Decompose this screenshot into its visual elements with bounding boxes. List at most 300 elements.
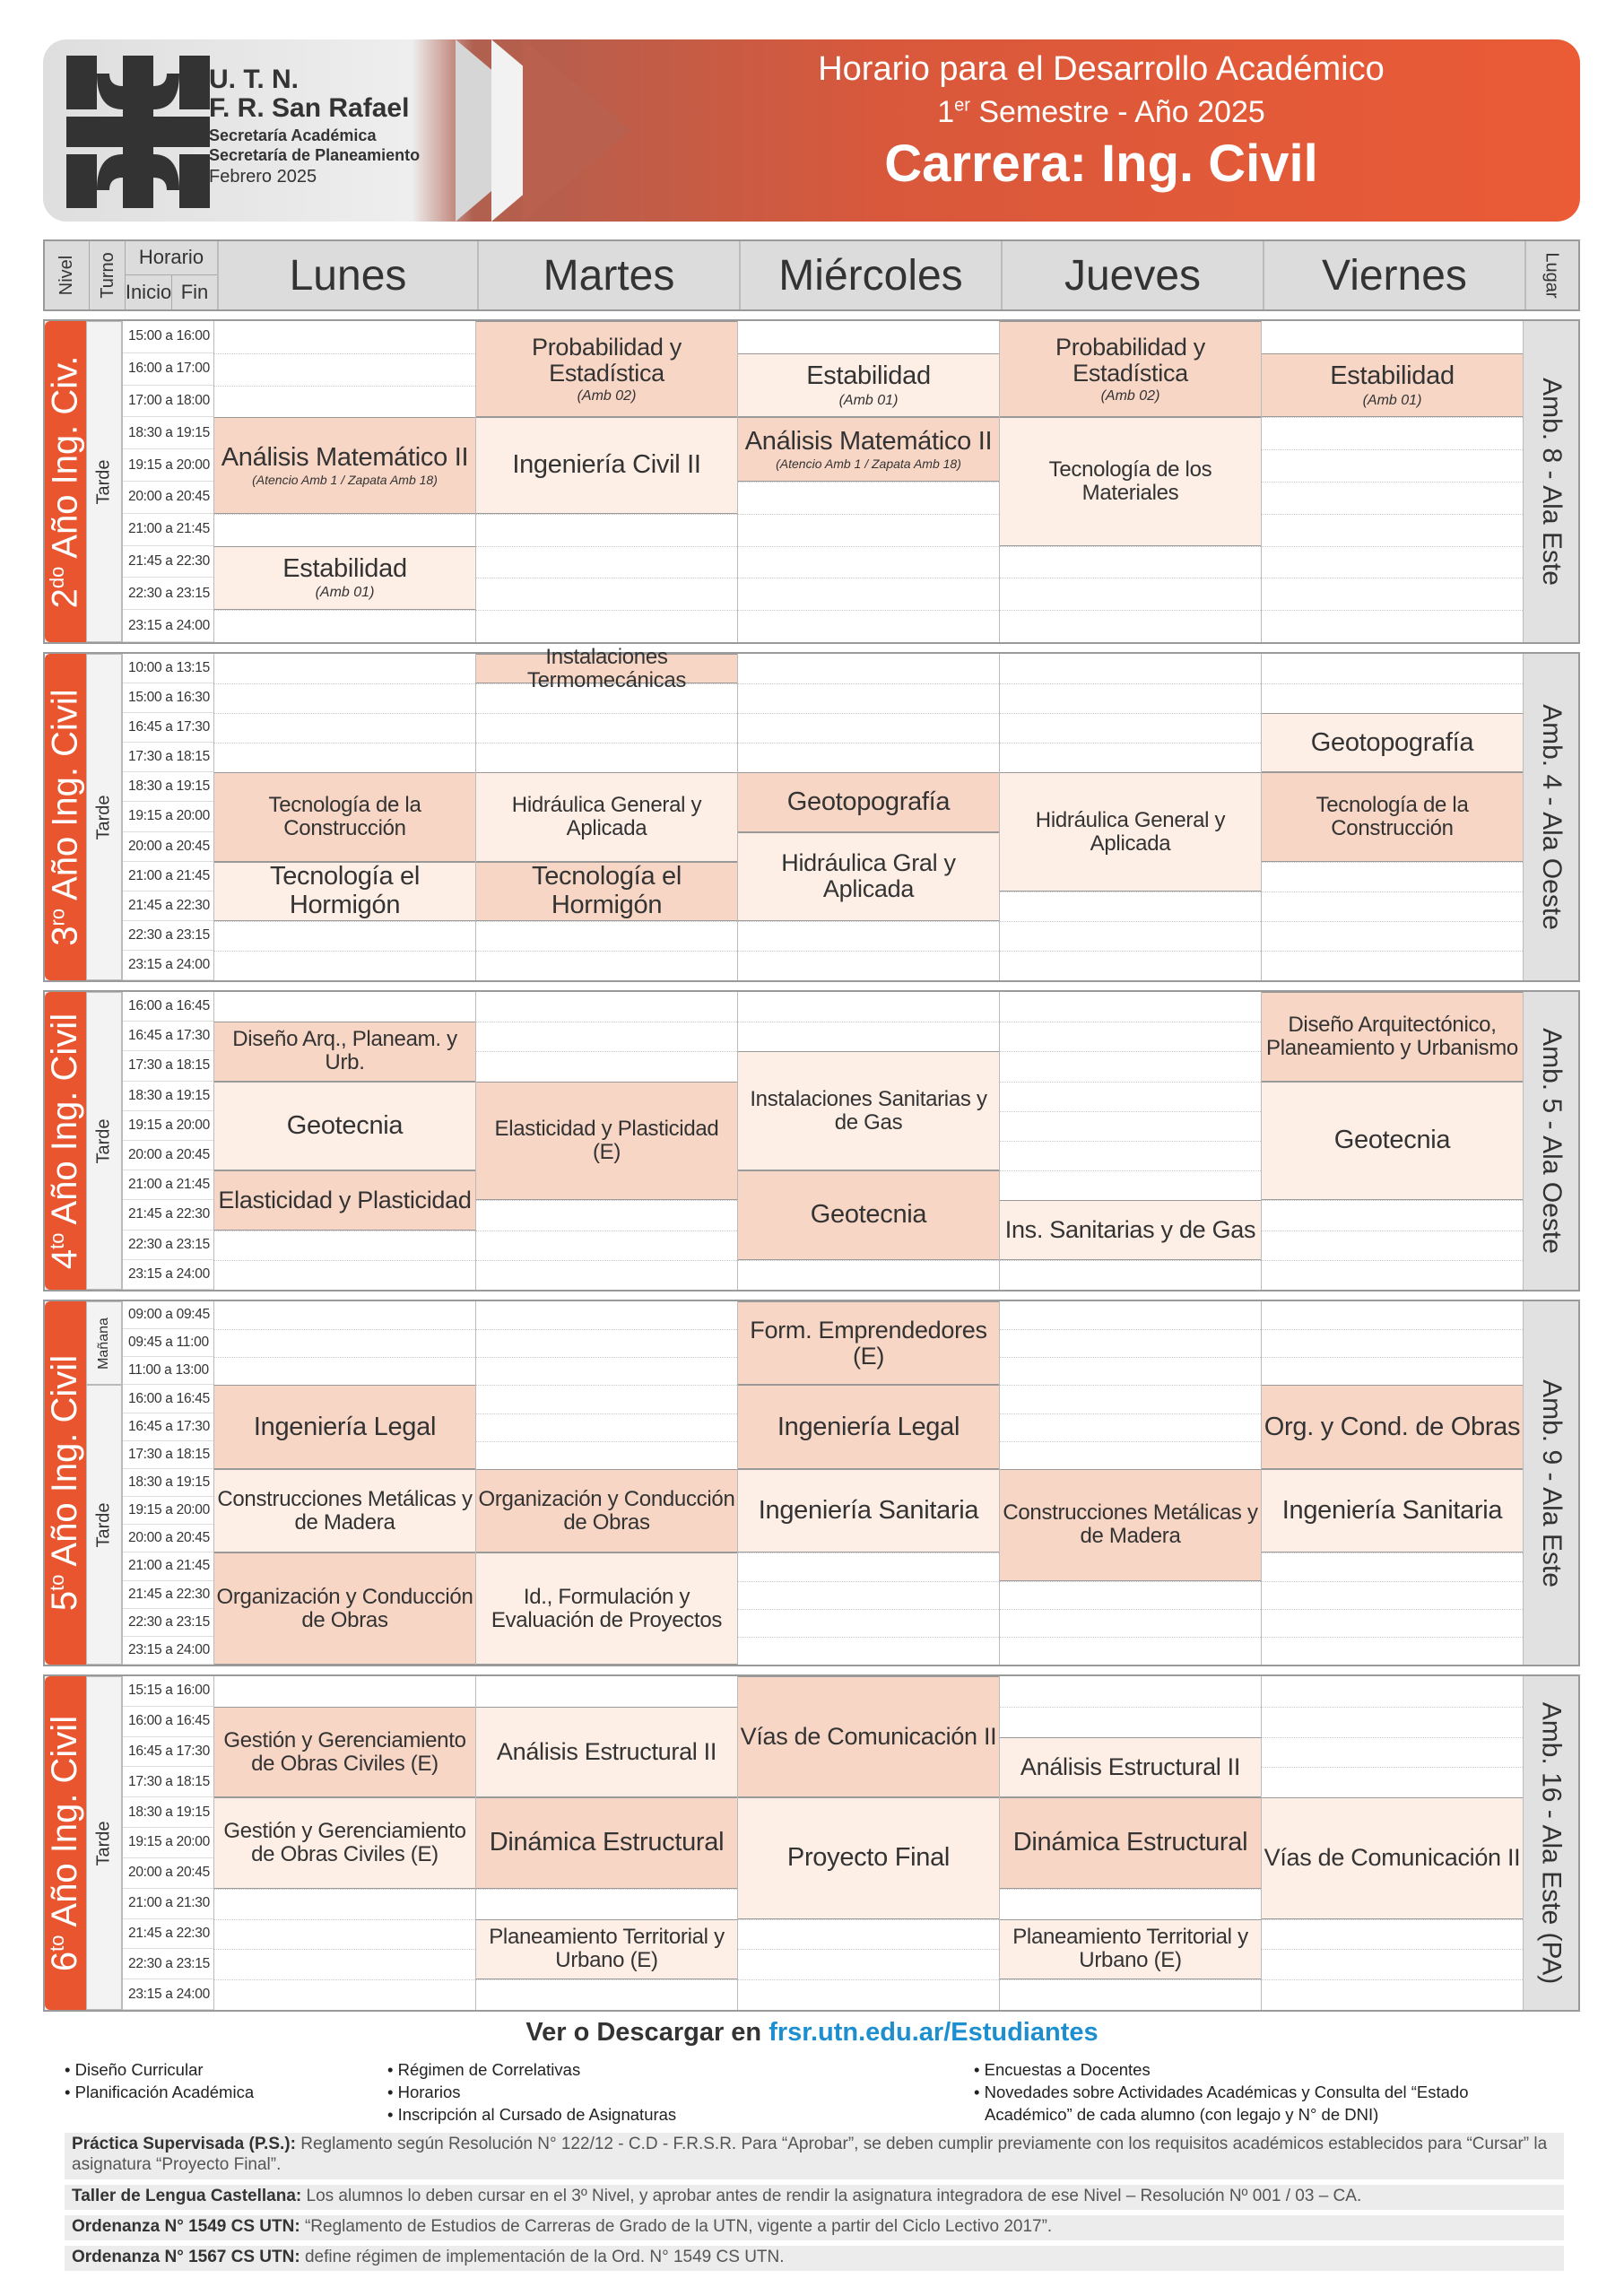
time-slot: 21:45 a 22:30 — [123, 1581, 213, 1609]
link-horarios[interactable]: • Horarios — [387, 2082, 461, 2101]
level-number: 6 — [45, 1951, 85, 1971]
time-slot: 16:00 a 16:45 — [123, 992, 213, 1022]
grid-line — [214, 1260, 475, 1261]
grid-line — [1262, 482, 1523, 483]
time-slot: 23:15 a 24:00 — [123, 1260, 213, 1290]
time-slot: 20:00 a 20:45 — [123, 1141, 213, 1170]
note-practica: Práctica Supervisada (P.S.): Reglamento según Resolución N° 122/12 - C.D - F.R.S.R. Para “Aprobar”, se deben cumplir previamente con los requisitos académicos establecidos para “Cursar” la asignatura “Proyecto Final”. — [65, 2133, 1564, 2179]
link-novedades[interactable]: • Novedades sobre Actividades Académicas y Consulta del “Estado — [974, 2082, 1469, 2101]
grid-line — [1000, 1413, 1261, 1414]
class-block[interactable] — [476, 1552, 737, 1665]
time-slot: 22:30 a 23:15 — [123, 921, 213, 951]
class-name: Organización y Conducción de Obras — [478, 1486, 735, 1535]
class-block[interactable] — [1000, 417, 1261, 545]
class-block[interactable] — [476, 1707, 737, 1797]
class-name: Geotecnia — [1333, 1126, 1451, 1155]
grid-line — [476, 1413, 737, 1414]
class-name: Ingeniería Sanitaria — [1281, 1495, 1503, 1525]
class-block[interactable] — [476, 862, 737, 921]
class-name: Elasticidad y Plasticidad (E) — [494, 1117, 719, 1164]
day-column-viernes — [1261, 321, 1523, 642]
grid-line — [214, 713, 475, 714]
day-column-miercoles — [737, 992, 999, 1290]
turno-tarde — [86, 992, 122, 1290]
page-title: Horario para el Desarrollo Académico — [818, 50, 1385, 88]
grid-line — [738, 713, 999, 714]
class-block[interactable] — [1262, 353, 1523, 418]
org-secretaria-academica: Secretaría Académica — [209, 126, 377, 144]
class-name: Planeamiento Territorial y Urbano (E) — [1012, 1925, 1248, 1973]
time-slot: 21:00 a 21:45 — [123, 1552, 213, 1580]
day-column-martes — [475, 992, 737, 1290]
class-block[interactable] — [214, 1469, 475, 1552]
grid-line — [1000, 1329, 1261, 1330]
class-block[interactable] — [1000, 321, 1261, 417]
class-name: Org. y Cond. de Obras — [1264, 1412, 1521, 1441]
lugar-label — [1523, 1301, 1578, 1665]
time-slot: 18:30 a 19:15 — [123, 1082, 213, 1111]
class-block[interactable] — [1262, 713, 1523, 772]
time-slot: 16:00 a 17:00 — [123, 353, 213, 386]
grid-line — [214, 683, 475, 684]
level-name: Año Ing. Civil — [45, 1013, 85, 1232]
class-block[interactable] — [1000, 772, 1261, 891]
class-block[interactable] — [476, 321, 737, 417]
time-slot: 19:15 a 20:00 — [123, 449, 213, 482]
turno-label: Mañana — [96, 1317, 112, 1370]
grid-line — [214, 386, 475, 387]
class-block[interactable] — [738, 1301, 999, 1385]
grid-line — [1262, 449, 1523, 450]
class-name: Geotopografía — [1310, 727, 1474, 757]
time-slot: 16:00 a 16:45 — [123, 1707, 213, 1737]
org-regional: F. R. San Rafael — [209, 93, 410, 123]
day-column-viernes — [1261, 1676, 1523, 2010]
class-block[interactable] — [738, 772, 999, 831]
level-number: 2 — [45, 587, 85, 608]
class-block[interactable] — [1262, 1797, 1523, 1918]
grid-line — [1000, 1889, 1261, 1890]
grid-line — [476, 610, 737, 611]
class-block[interactable] — [738, 417, 999, 482]
note-ord-1567: Ordenanza N° 1567 CS UTN: define régimen de implementación de la Ord. N° 1549 CS UTN. — [65, 2246, 1564, 2271]
grid-line — [1000, 1385, 1261, 1386]
class-block[interactable] — [1262, 1385, 1523, 1468]
level-number: 5 — [45, 1590, 85, 1612]
day-column-miercoles — [737, 654, 999, 980]
time-slot: 21:00 a 21:45 — [123, 1170, 213, 1200]
time-slot: 22:30 a 23:15 — [123, 578, 213, 610]
link-encuestas[interactable]: • Encuestas a Docentes — [974, 2060, 1151, 2079]
level-text — [46, 689, 86, 945]
day-column-miercoles — [737, 1301, 999, 1665]
header-fin: Fin — [180, 280, 209, 303]
turno-label: Tarde — [93, 1118, 114, 1164]
time-slot: 15:15 a 16:00 — [123, 1676, 213, 1707]
time-slot: 20:00 a 20:45 — [123, 482, 213, 514]
level-block-b3 — [43, 644, 1580, 982]
grid-line — [476, 951, 737, 952]
grid-line — [1262, 1609, 1523, 1610]
time-slot: 09:00 a 09:45 — [123, 1301, 213, 1329]
grid-line — [1000, 1260, 1261, 1261]
level-block-b5 — [43, 1300, 1580, 1666]
lugar-text: Amb. 4 - Ala Oeste — [1536, 704, 1567, 930]
class-block[interactable] — [1262, 772, 1523, 861]
org-secretaria-planeamiento: Secretaría de Planeamiento — [209, 146, 421, 164]
grid-line — [1262, 1260, 1523, 1261]
time-slot: 18:30 a 19:15 — [123, 1469, 213, 1497]
grid-line — [1262, 1200, 1523, 1201]
class-name: Ingeniería Legal — [777, 1412, 960, 1441]
level-text — [46, 1013, 86, 1268]
day-column-jueves — [999, 1676, 1261, 2010]
class-room: (Atencio Amb 1 / Zapata Amb 18) — [252, 473, 438, 488]
grid-line — [476, 546, 737, 547]
day-column-lunes — [213, 1301, 475, 1665]
grid-line — [738, 1979, 999, 1980]
day-column-miercoles — [737, 1676, 999, 2010]
grid-line — [476, 1441, 737, 1442]
lugar-text: Amb. 9 - Ala Este — [1536, 1378, 1567, 1587]
grid-line — [1262, 514, 1523, 515]
time-slot: 09:45 a 11:00 — [123, 1329, 213, 1357]
class-block[interactable] — [476, 1919, 737, 1980]
time-slot: 22:30 a 23:15 — [123, 1609, 213, 1637]
note-ord-1549: Ordenanza N° 1549 CS UTN: “Reglamento de Estudios de Carreras de Grado de la UTN, vigente a partir del Ciclo Lectivo 2017”. — [65, 2215, 1564, 2240]
grid-line — [738, 610, 999, 611]
grid-line — [476, 713, 737, 714]
class-block[interactable] — [738, 353, 999, 418]
class-block[interactable] — [214, 546, 475, 611]
class-block[interactable] — [1262, 992, 1523, 1082]
class-name: Construcciones Metálicas y de Madera — [1003, 1500, 1258, 1549]
class-block[interactable] — [214, 1385, 475, 1468]
lugar-label — [1523, 654, 1578, 980]
time-slot: 21:00 a 21:45 — [123, 862, 213, 891]
time-slot: 17:30 a 18:15 — [123, 743, 213, 772]
day-column-jueves — [999, 1301, 1261, 1665]
class-name: Estabilidad — [1330, 361, 1455, 391]
grid-line — [476, 1051, 737, 1052]
class-block[interactable] — [214, 417, 475, 513]
grid-line — [476, 1260, 737, 1261]
class-block[interactable] — [214, 862, 475, 921]
time-slot: 15:00 a 16:00 — [123, 321, 213, 353]
level-text — [46, 1715, 86, 1970]
turno-label: Tarde — [93, 458, 114, 505]
lugar-label — [1523, 992, 1578, 1290]
time-column — [122, 1301, 213, 1665]
turno-tarde — [86, 654, 122, 980]
grid-line — [1000, 1441, 1261, 1442]
grid-line — [476, 1357, 737, 1358]
class-block[interactable] — [214, 1022, 475, 1081]
class-room: (Amb 01) — [315, 585, 375, 601]
class-name: Análisis Estructural II — [496, 1737, 717, 1765]
grid-line — [1262, 1707, 1523, 1708]
grid-line — [1000, 683, 1261, 684]
level-suffix: ro — [46, 908, 69, 926]
level-number: 3 — [45, 925, 85, 946]
class-name: Geotecnia — [810, 1200, 927, 1230]
level-suffix: to — [46, 1574, 69, 1591]
class-room: (Amb 01) — [1362, 392, 1422, 408]
day-column-martes — [475, 644, 737, 980]
class-name: Tecnología de los Materiales — [1048, 457, 1212, 505]
grid-line — [1000, 1609, 1261, 1610]
class-block[interactable] — [214, 772, 475, 861]
class-block[interactable] — [476, 772, 737, 861]
level-label — [45, 1676, 86, 2010]
grid-line — [1262, 417, 1523, 418]
grid-line — [1000, 1111, 1261, 1112]
time-slot: 20:00 a 20:45 — [123, 1525, 213, 1552]
time-slot: 21:45 a 22:30 — [123, 1919, 213, 1950]
day-column-martes — [475, 1301, 737, 1665]
grid-line — [476, 1979, 737, 1980]
class-name: Tecnología de la Construcción — [1316, 793, 1469, 840]
grid-line — [1262, 1767, 1523, 1768]
time-slot: 15:00 a 16:30 — [123, 683, 213, 713]
level-text — [46, 1355, 86, 1611]
class-name: Tecnología el Hormigón — [532, 862, 682, 919]
class-block[interactable] — [476, 644, 737, 692]
turno-label: Tarde — [93, 1820, 114, 1866]
class-block[interactable] — [1262, 1469, 1523, 1552]
level-label — [45, 321, 86, 642]
grid-line — [738, 546, 999, 547]
links-col-3 — [974, 2059, 1469, 2126]
level-suffix: to — [46, 1231, 69, 1249]
class-block[interactable] — [738, 1385, 999, 1468]
time-slot: 16:45 a 17:30 — [123, 1413, 213, 1441]
download-link[interactable]: frsr.utn.edu.ar/Estudiantes — [769, 2018, 1099, 2047]
grid-line — [1262, 1552, 1523, 1553]
time-slot: 17:30 a 18:15 — [123, 1051, 213, 1081]
class-block[interactable] — [738, 832, 999, 921]
grid-line — [1000, 1979, 1261, 1980]
grid-line — [738, 1919, 999, 1920]
grid-line — [1000, 1170, 1261, 1171]
link-correlativas[interactable]: • Régimen de Correlativas — [387, 2060, 581, 2079]
link-novedades-cont: Académico” de cada alumno (con legajo y N° de DNI) — [985, 2104, 1379, 2124]
class-name: Hidráulica General y Aplicada — [511, 793, 702, 840]
level-name: Año Ing. Civil — [45, 688, 85, 909]
class-block[interactable] — [1000, 1797, 1261, 1888]
level-text — [46, 355, 86, 608]
class-name: Gestión y Gerenciamiento de Obras Civiles (E) — [223, 1727, 466, 1776]
class-name: Geotecnia — [286, 1110, 404, 1140]
class-block[interactable] — [476, 1082, 737, 1201]
grid-line — [738, 1609, 999, 1610]
grid-line — [1262, 683, 1523, 684]
grid-line — [476, 1200, 737, 1201]
class-name: Hidráulica General y Aplicada — [1035, 807, 1226, 856]
turno-tarde — [86, 321, 122, 642]
level-block-b6 — [43, 1674, 1580, 2012]
grid-line — [738, 951, 999, 952]
time-slot: 17:30 a 18:15 — [123, 1767, 213, 1797]
grid-line — [738, 743, 999, 744]
day-column-lunes — [213, 992, 475, 1290]
turno-manana — [86, 1301, 122, 1385]
grid-line — [476, 1889, 737, 1890]
grid-line — [214, 743, 475, 744]
class-name: Instalaciones Sanitarias y de Gas — [750, 1086, 987, 1135]
page-header — [43, 39, 1580, 222]
class-block[interactable] — [1000, 1919, 1261, 1980]
day-header-jueves: Jueves — [1003, 241, 1264, 309]
career-title: Carrera: Ing. Civil — [884, 135, 1318, 193]
grid-line — [1262, 951, 1523, 952]
links-col-2 — [387, 2059, 676, 2126]
grid-line — [214, 951, 475, 952]
time-slot: 21:45 a 22:30 — [123, 1200, 213, 1230]
grid-line — [1000, 951, 1261, 952]
time-slot: 18:30 a 19:15 — [123, 1797, 213, 1828]
table-header — [43, 239, 1580, 311]
grid-line — [1000, 546, 1261, 547]
time-slot: 23:15 a 24:00 — [123, 951, 213, 980]
day-column-jueves — [999, 321, 1261, 642]
class-name: Tecnología de la Construcción — [268, 793, 421, 840]
header-inicio: Inicio — [126, 275, 172, 309]
time-slot: 20:00 a 20:45 — [123, 832, 213, 862]
class-name: Dinámica Estructural — [489, 1828, 725, 1857]
note-taller: Taller de Lengua Castellana: Los alumnos lo deben cursar en el 3º Nivel, y aprobar antes de rendir la asignatura integradora de ese Nivel – Resolución Nº 001 / 03 – CA. — [65, 2185, 1564, 2210]
semester-label: 1er Semestre - Año 2025 — [937, 95, 1265, 129]
class-name: Form. Emprendedores (E) — [750, 1316, 987, 1370]
time-slot: 16:45 a 17:30 — [123, 713, 213, 743]
class-name: Construcciones Metálicas y de Madera — [217, 1486, 473, 1535]
level-label — [45, 1301, 86, 1665]
class-block[interactable] — [214, 1552, 475, 1665]
class-block[interactable] — [738, 1676, 999, 1797]
level-block-b2 — [43, 319, 1580, 644]
time-slot: 21:45 a 22:30 — [123, 891, 213, 921]
grid-line — [1262, 862, 1523, 863]
time-slot: 18:30 a 19:15 — [123, 417, 213, 449]
class-block[interactable] — [214, 1170, 475, 1230]
class-block[interactable] — [214, 1082, 475, 1171]
class-block[interactable] — [1000, 1200, 1261, 1259]
class-name: Instalaciones Termomecánicas — [526, 644, 687, 692]
grid-line — [1262, 1329, 1523, 1330]
class-name: Vías de Comunicación II — [740, 1723, 997, 1751]
level-name: Año Ing. Civil — [45, 1354, 85, 1575]
grid-line — [214, 1329, 475, 1330]
org-utn: U. T. N. — [209, 65, 300, 94]
class-block[interactable] — [214, 1707, 475, 1797]
grid-line — [214, 921, 475, 922]
day-header-viernes: Viernes — [1264, 241, 1526, 309]
class-block[interactable] — [476, 1797, 737, 1888]
header-turno: Turno — [90, 241, 126, 309]
day-column-martes — [475, 1676, 737, 2010]
class-name: Diseño Arquitectónico, Planeamiento y Urbanismo — [1266, 1012, 1518, 1060]
grid-line — [1000, 891, 1261, 892]
grid-line — [1262, 1581, 1523, 1582]
grid-line — [1262, 1737, 1523, 1738]
class-name: Vías de Comunicación II — [1264, 1844, 1521, 1872]
class-room: (Amb 01) — [838, 392, 899, 408]
class-block[interactable] — [476, 417, 737, 513]
class-block[interactable] — [738, 1797, 999, 1918]
time-slot: 23:15 a 24:00 — [123, 610, 213, 642]
class-block[interactable] — [738, 1469, 999, 1552]
class-name: Análisis Estructural II — [1020, 1752, 1241, 1780]
grid-line — [1000, 1051, 1261, 1052]
lugar-label — [1523, 321, 1578, 642]
level-label — [45, 992, 86, 1290]
utn-logo-icon — [66, 56, 210, 208]
grid-line — [214, 1889, 475, 1890]
class-name: Análisis Matemático II — [744, 426, 993, 456]
grid-line — [1000, 743, 1261, 744]
grid-line — [1000, 1082, 1261, 1083]
class-block[interactable] — [1000, 1469, 1261, 1581]
class-name: Diseño Arq., Planeam. y Urb. — [232, 1027, 457, 1075]
grid-line — [1000, 1581, 1261, 1582]
level-number: 4 — [45, 1248, 85, 1269]
class-name: Probabilidad y Estadística — [532, 333, 682, 387]
class-block[interactable] — [476, 1469, 737, 1552]
grid-line — [476, 743, 737, 744]
grid-line — [1000, 713, 1261, 714]
time-slot: 22:30 a 23:15 — [123, 1231, 213, 1260]
day-header-lunes: Lunes — [217, 241, 479, 309]
grid-line — [1262, 1637, 1523, 1638]
time-slot: 16:45 a 17:30 — [123, 1022, 213, 1051]
lugar-label — [1523, 1676, 1578, 2010]
time-slot: 19:15 a 20:00 — [123, 802, 213, 831]
grid-line — [738, 1260, 999, 1261]
class-block[interactable] — [738, 1051, 999, 1170]
header-nivel: Nivel — [45, 241, 90, 309]
time-slot: 22:30 a 23:15 — [123, 1949, 213, 1979]
grid-line — [214, 1919, 475, 1920]
grid-line — [1262, 610, 1523, 611]
day-column-lunes — [213, 654, 475, 980]
class-name: Ingeniería Sanitaria — [758, 1495, 979, 1525]
time-slot: 20:00 a 20:45 — [123, 1858, 213, 1889]
class-block[interactable] — [1000, 1737, 1261, 1798]
link-diseno-curricular[interactable]: • Diseño Curricular — [65, 2060, 204, 2079]
time-slot: 19:15 a 20:00 — [123, 1828, 213, 1858]
class-name: Elasticidad y Plasticidad — [218, 1186, 472, 1213]
class-name: Ins. Sanitarias y de Gas — [1004, 1216, 1256, 1243]
lugar-text: Amb. 16 - Ala Este (PA) — [1536, 1701, 1567, 1985]
grid-line — [738, 921, 999, 922]
day-column-martes — [475, 321, 737, 642]
class-block[interactable] — [214, 1797, 475, 1888]
class-name: Hidráulica Gral y Aplicada — [781, 849, 956, 903]
class-name: Dinámica Estructural — [1012, 1828, 1248, 1857]
grid-line — [214, 1949, 475, 1950]
class-name: Gestión y Gerenciamiento de Obras Civiles (E) — [223, 1819, 466, 1866]
grid-line — [214, 1357, 475, 1358]
level-suffix: to — [46, 1934, 69, 1952]
class-block[interactable] — [738, 1170, 999, 1260]
link-planificacion[interactable]: • Planificación Académica — [65, 2082, 255, 2101]
day-header-martes: Martes — [479, 241, 741, 309]
class-name: Geotopografía — [786, 787, 951, 816]
link-inscripcion[interactable]: • Inscripción al Cursado de Asignaturas — [387, 2104, 677, 2124]
day-header-miercoles: Miércoles — [741, 241, 1003, 309]
class-block[interactable] — [1262, 1082, 1523, 1201]
level-suffix: do — [46, 566, 69, 588]
